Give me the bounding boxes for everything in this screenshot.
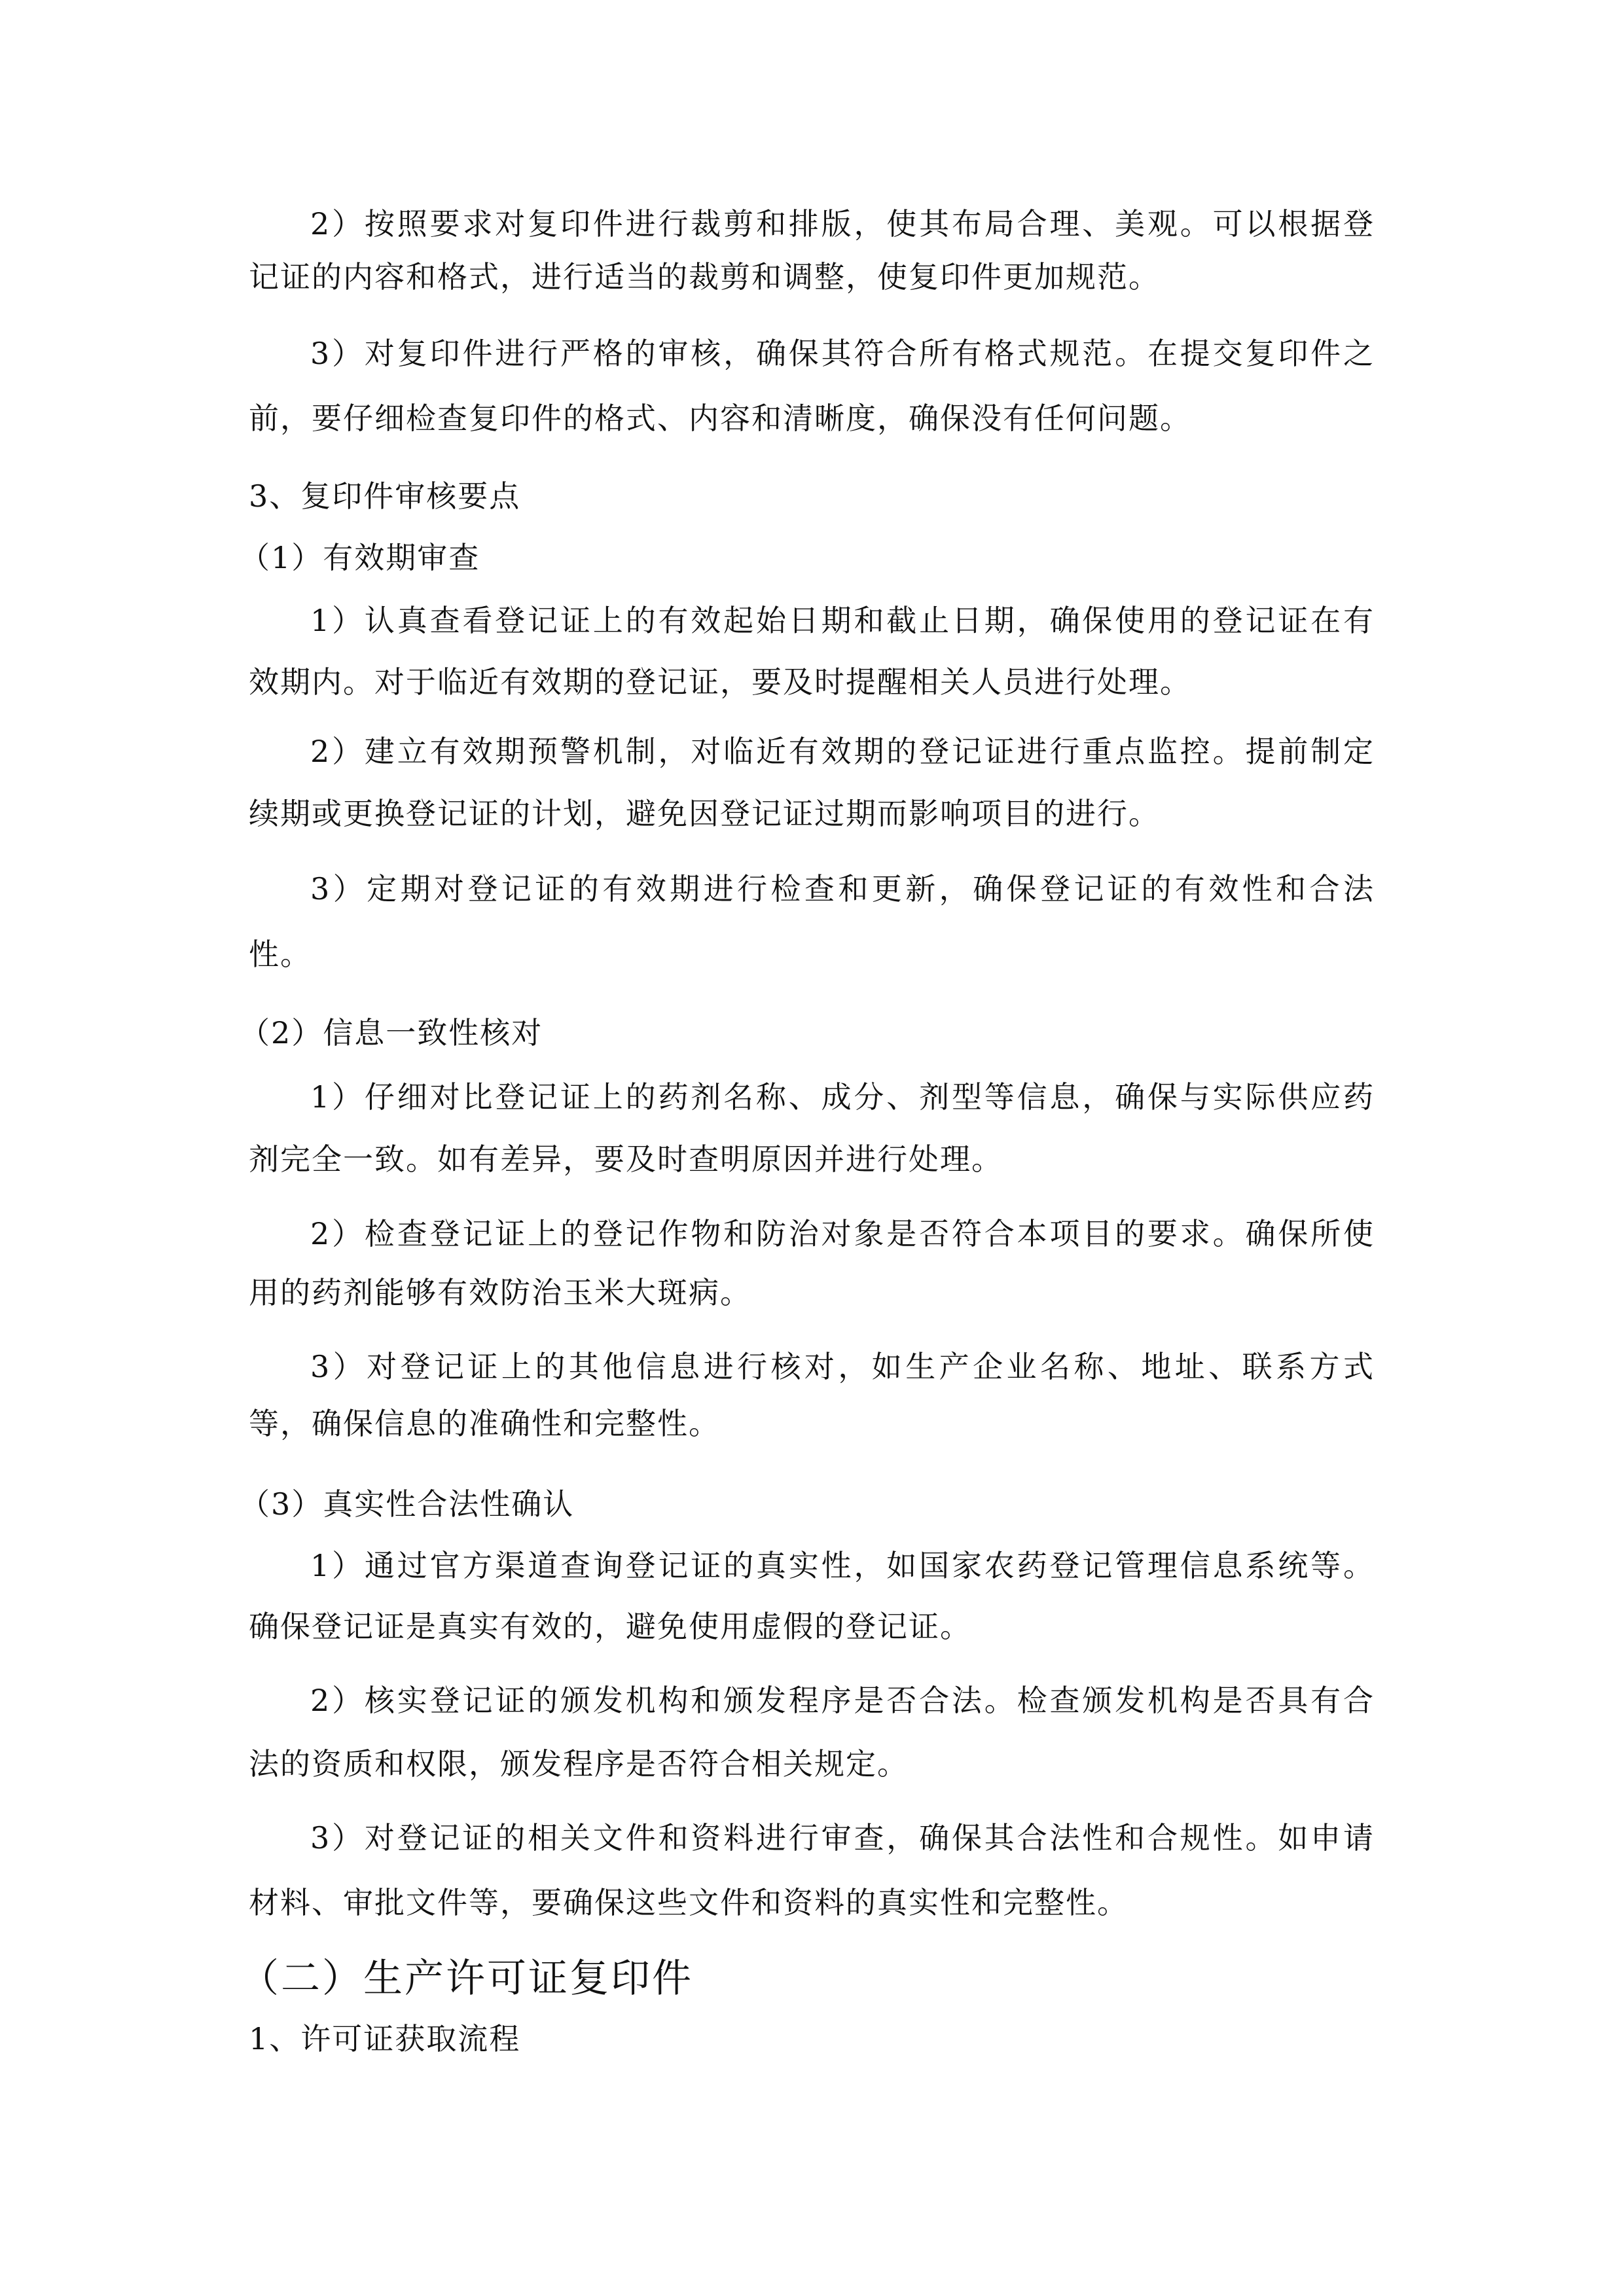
- subsection-title: （3）真实性合法性确认: [240, 1486, 575, 1522]
- paragraph-line: 2）核实登记证的颁发机构和颁发程序是否合法。检查颁发机构是否具有合: [310, 1683, 1375, 1718]
- paragraph-line: 记证的内容和格式，进行适当的裁剪和调整，使复印件更加规范。: [249, 259, 1160, 295]
- paragraph-line: 用的药剂能够有效防治玉米大斑病。: [249, 1275, 751, 1310]
- paragraph-line: 3）对复印件进行严格的审核，确保其符合所有格式规范。在提交复印件之: [310, 336, 1375, 371]
- paragraph-line: 1）认真查看登记证上的有效起始日期和截止日期，确保使用的登记证在有: [310, 603, 1375, 638]
- paragraph-line: 等，确保信息的准确性和完整性。: [249, 1406, 720, 1441]
- section-heading: 1、许可证获取流程: [249, 2021, 521, 2056]
- paragraph-line: 3）对登记证上的其他信息进行核对，如生产企业名称、地址、联系方式: [310, 1349, 1375, 1384]
- paragraph-line: 确保登记证是真实有效的，避免使用虚假的登记证。: [249, 1609, 971, 1644]
- paragraph-line: 性。: [249, 937, 312, 972]
- paragraph-line: 1）通过官方渠道查询登记证的真实性，如国家农药登记管理信息系统等。: [310, 1548, 1375, 1583]
- paragraph-line: 2）按照要求对复印件进行裁剪和排版，使其布局合理、美观。可以根据登: [310, 206, 1375, 242]
- paragraph-line: 效期内。对于临近有效期的登记证，要及时提醒相关人员进行处理。: [249, 664, 1191, 700]
- paragraph-line: 续期或更换登记证的计划，避免因登记证过期而影响项目的进行。: [249, 796, 1160, 831]
- paragraph-line: 前，要仔细检查复印件的格式、内容和清晰度，确保没有任何问题。: [249, 401, 1191, 436]
- paragraph-line: 3）对登记证的相关文件和资料进行审查，确保其合法性和合规性。如申请: [310, 1820, 1375, 1856]
- paragraph-line: 2）建立有效期预警机制，对临近有效期的登记证进行重点监控。提前制定: [310, 734, 1375, 769]
- subsection-title: （2）信息一致性核对: [240, 1015, 543, 1050]
- paragraph-line: 2）检查登记证上的登记作物和防治对象是否符合本项目的要求。确保所使: [310, 1216, 1375, 1251]
- section-heading: 3、复印件审核要点: [249, 478, 521, 514]
- paragraph-line: 1）仔细对比登记证上的药剂名称、成分、剂型等信息，确保与实际供应药: [310, 1079, 1375, 1115]
- paragraph-line: 3）定期对登记证的有效期进行检查和更新，确保登记证的有效性和合法: [310, 871, 1375, 906]
- paragraph-line: 剂完全一致。如有差异，要及时查明原因并进行处理。: [249, 1141, 1003, 1177]
- paragraph-line: 材料、审批文件等，要确保这些文件和资料的真实性和完整性。: [249, 1885, 1128, 1920]
- subsection-title: （1）有效期审查: [240, 540, 480, 575]
- paragraph-line: 法的资质和权限，颁发程序是否符合相关规定。: [249, 1746, 909, 1782]
- chapter-heading: （二）生产许可证复印件: [240, 1956, 693, 2001]
